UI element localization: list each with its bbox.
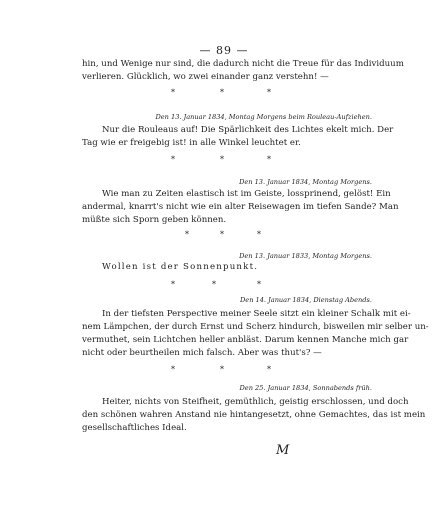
section-separator <box>0 89 448 99</box>
separator-star: * <box>171 280 175 289</box>
separator-star: * <box>171 365 175 374</box>
separator-star: * <box>220 365 224 374</box>
text-line: Wie man zu Zeiten elastisch ist im Geiste, lossprinend, gelöst! Ein <box>102 189 391 199</box>
separator-star: * <box>220 155 224 164</box>
text-line: hin, und Wenige nur sind, die dadurch nicht die Treue für das Individuum <box>82 59 404 69</box>
section-separator <box>0 156 448 166</box>
separator-star: * <box>212 280 216 289</box>
text-line: Tag wie er freigebig ist! in alle Winkel leuchtet er. <box>82 138 301 148</box>
section-separator <box>0 231 448 241</box>
separator-star: * <box>257 230 261 239</box>
separator-star: * <box>267 88 271 97</box>
catchword-signature: M <box>276 443 290 458</box>
entry-heading: Den 13. Januar 1834, Montag Morgens. <box>239 178 372 186</box>
separator-star: * <box>267 155 271 164</box>
text-line: den schönen wahren Anstand nie hintangesetzt, ohne Gemachtes, das ist mein <box>82 410 426 420</box>
separator-star: * <box>185 230 189 239</box>
text-line: müßte sich Sporn geben können. <box>82 215 227 225</box>
separator-star: * <box>257 280 261 289</box>
text-line: Nur die Rouleaus auf! Die Spärlichkeit des Lichtes ekelt mich. Der <box>102 125 394 135</box>
entry-heading: Den 25. Januar 1834, Sonnabends früh. <box>239 384 372 392</box>
text-line: In der tiefsten Perspective meiner Seele sitzt ein kleiner Schalk mit ei- <box>102 309 411 319</box>
entry-heading: Den 13. Januar 1834, Montag Morgens beim Rouleau-Aufziehen. <box>155 113 372 121</box>
entry-heading: Den 14. Januar 1834, Dienstag Abends. <box>240 296 372 304</box>
separator-star: * <box>171 155 175 164</box>
text-line: andermal, knarrt's nicht wie ein alter Reisewagen im tiefen Sande? Man <box>82 202 399 212</box>
text-line: nem Lämpchen, der durch Ernst und Scherz hindurch, bisweilen mir selber un- <box>82 322 429 332</box>
text-line: Heiter, nichts von Steifheit, gemüthlich, geistig erschlossen, und doch <box>102 397 409 407</box>
separator-star: * <box>171 88 175 97</box>
page-number: — 89 — <box>199 44 249 57</box>
text-line: gesellschaftliches Ideal. <box>82 423 187 433</box>
separator-star: * <box>267 365 271 374</box>
separator-star: * <box>220 230 224 239</box>
entry-heading: Den 13. Januar 1833, Montag Morgens. <box>239 252 372 260</box>
text-line: verlieren. Glücklich, wo zwei einander ganz verstehn! — <box>82 72 329 82</box>
separator-star: * <box>220 88 224 97</box>
text-line: Wollen ist der Sonnenpunkt. <box>102 262 259 272</box>
section-separator <box>0 281 448 291</box>
text-line: vermuthet, sein Lichtchen heller anbläst. Darum kennen Manche mich gar <box>82 335 409 345</box>
text-line: nicht oder beurtheilen mich falsch. Aber was thut's? — <box>82 348 322 358</box>
section-separator <box>0 366 448 376</box>
